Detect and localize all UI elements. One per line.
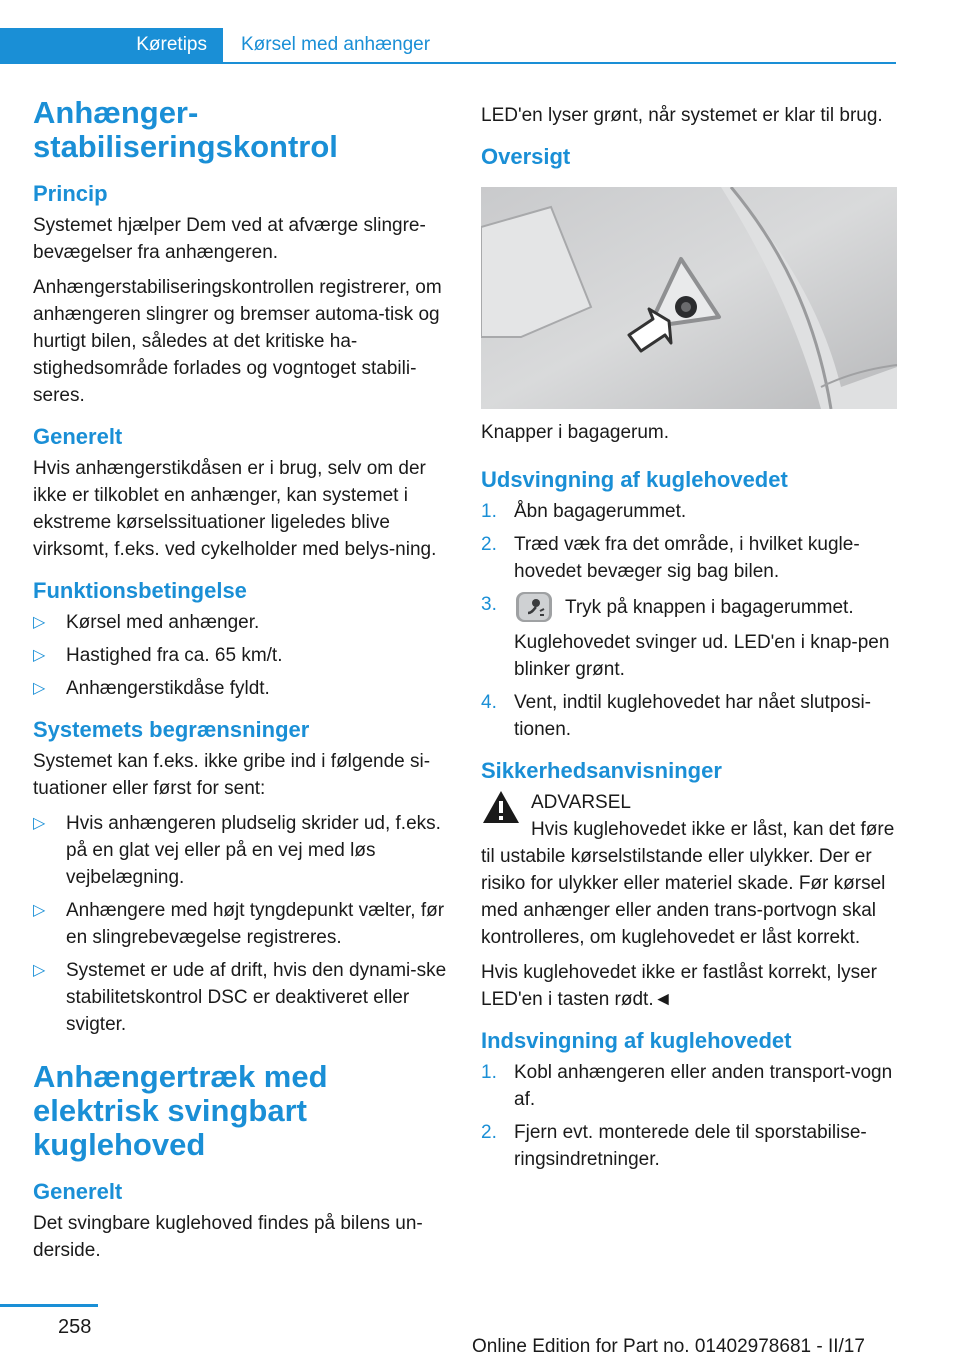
section-title-stability: Anhænger-stabiliseringskontrol xyxy=(33,95,338,164)
photo-caption: Knapper i bagagerum. xyxy=(481,422,670,443)
heading-generelt-2: Generelt xyxy=(33,1179,123,1204)
warning-text-2: Hvis kuglehovedet ikke er fastlåst korrekt, lyser LED'en i tasten rødt.◄ xyxy=(481,962,877,1010)
triangle-bullet-icon: ▷ xyxy=(33,614,46,631)
heading-indsvingning: Indsvingning af kuglehovedet xyxy=(481,1028,792,1053)
list-item: 1. Kobl anhængeren eller anden transport-vogn af. xyxy=(481,1062,893,1110)
princip-paragraph-2: Anhængerstabiliseringskontrollen registrerer, om anhængeren slingrer og bremser automa-tisk og hurtigt bilen, således at det kritiske ha-stighedsområde forlades og vogntoget stabili-seres. xyxy=(33,277,442,406)
list-item: ▷ Hvis anhængeren pludselig skrider ud, f.eks. på en glat vej eller på en vej med løs vejbelægning. xyxy=(33,810,448,891)
generelt-paragraph: Hvis anhængerstikdåsen er i brug, selv om der ikke er tilkoblet en anhænger, kan systemet i ekstreme kørselssituationer ligeledes blive virksomt, f.eks. ved cykelholder med belys-ning. xyxy=(33,458,437,560)
led-intro: LED'en lyser grønt, når systemet er klar til brug. xyxy=(481,105,883,126)
list-item: 1. Åbn bagagerummet. xyxy=(481,501,687,522)
heading-princip: Princip xyxy=(33,181,108,206)
left-column xyxy=(33,96,448,1272)
list-item: 2. Træd væk fra det område, i hvilket kugle-hovedet bevæger sig bag bilen. xyxy=(481,534,860,582)
triangle-bullet-icon: ▷ xyxy=(33,815,46,832)
page-number-rule xyxy=(0,1304,98,1307)
heading-funktionsbetingelse: Funktionsbetingelse xyxy=(33,578,247,603)
tab-koretips[interactable]: Køretips xyxy=(0,28,223,62)
triangle-bullet-icon: ▷ xyxy=(33,680,46,697)
list-item: ▷ Anhængerstikdåse fyldt. xyxy=(33,675,448,702)
generelt2-paragraph: Det svingbare kuglehoved findes på bilens un-derside. xyxy=(33,1213,423,1261)
list-item: 3. Tryk på knappen i bagagerummet. Kuglehovedet svinger ud. LED'en i knap-pen blinker grønt. xyxy=(481,591,897,683)
heading-sikkerhed: Sikkerhedsanvisninger xyxy=(481,758,722,783)
triangle-bullet-icon: ▷ xyxy=(33,647,46,664)
warning-title: ADVARSEL xyxy=(531,792,631,813)
triangle-bullet-icon: ▷ xyxy=(33,902,46,919)
towbar-button-icon xyxy=(514,591,554,623)
heading-udsvingning: Udsvingning af kuglehovedet xyxy=(481,467,788,492)
list-item: 4. Vent, indtil kuglehovedet har nået slutposi-tionen. xyxy=(481,692,872,740)
section-title-towbar: Anhængertræk med elektrisk svingbart kuglehoved xyxy=(33,1059,328,1162)
right-column xyxy=(481,102,897,1179)
warning-triangle-icon xyxy=(481,789,521,825)
warning-text: Hvis kuglehovedet ikke er låst, kan det føre til ustabile kørselstilstande eller ulykker. Der er risiko for ulykker eller materiel skade. Før kørsel med anhænger eller anden trans-portvogn skal kontrolleres, om kuglehovedet er låst korrekt. xyxy=(481,819,895,948)
udsving-steps xyxy=(481,498,897,743)
indsving-steps xyxy=(481,1059,897,1173)
list-item: ▷ Kørsel med anhænger. xyxy=(33,609,448,636)
triangle-bullet-icon: ▷ xyxy=(33,962,46,979)
trunk-button-photo xyxy=(481,187,897,409)
begraens-paragraph: Systemet kan f.eks. ikke gribe ind i følgende si-tuationer eller først for sent: xyxy=(33,751,431,799)
heading-generelt: Generelt xyxy=(33,424,123,449)
heading-oversigt: Oversigt xyxy=(481,144,571,169)
page-number: 258 xyxy=(58,1316,92,1338)
princip-paragraph-1: Systemet hjælper Dem ved at afværge slingre-bevægelser fra anhængeren. xyxy=(33,215,426,263)
funktion-list xyxy=(33,609,448,702)
breadcrumb[interactable]: Kørsel med anhænger xyxy=(241,34,431,55)
edition-footer: Online Edition for Part no. 01402978681 - II/17 xyxy=(472,1336,865,1357)
list-item: ▷ Hastighed fra ca. 65 km/t. xyxy=(33,642,448,669)
warning-box xyxy=(481,789,897,951)
list-item: ▷ Anhængere med højt tyngdepunkt vælter, før en slingrebevægelse registreres. xyxy=(33,897,448,951)
list-item: 2. Fjern evt. monterede dele til sporstabilise-ringsindretninger. xyxy=(481,1122,867,1170)
begraens-list xyxy=(33,810,448,1038)
heading-begraensninger: Systemets begrænsninger xyxy=(33,717,310,742)
list-item: ▷ Systemet er ude af drift, hvis den dynami-ske stabilitetskontrol DSC er deaktiveret eller svigter. xyxy=(33,957,448,1038)
